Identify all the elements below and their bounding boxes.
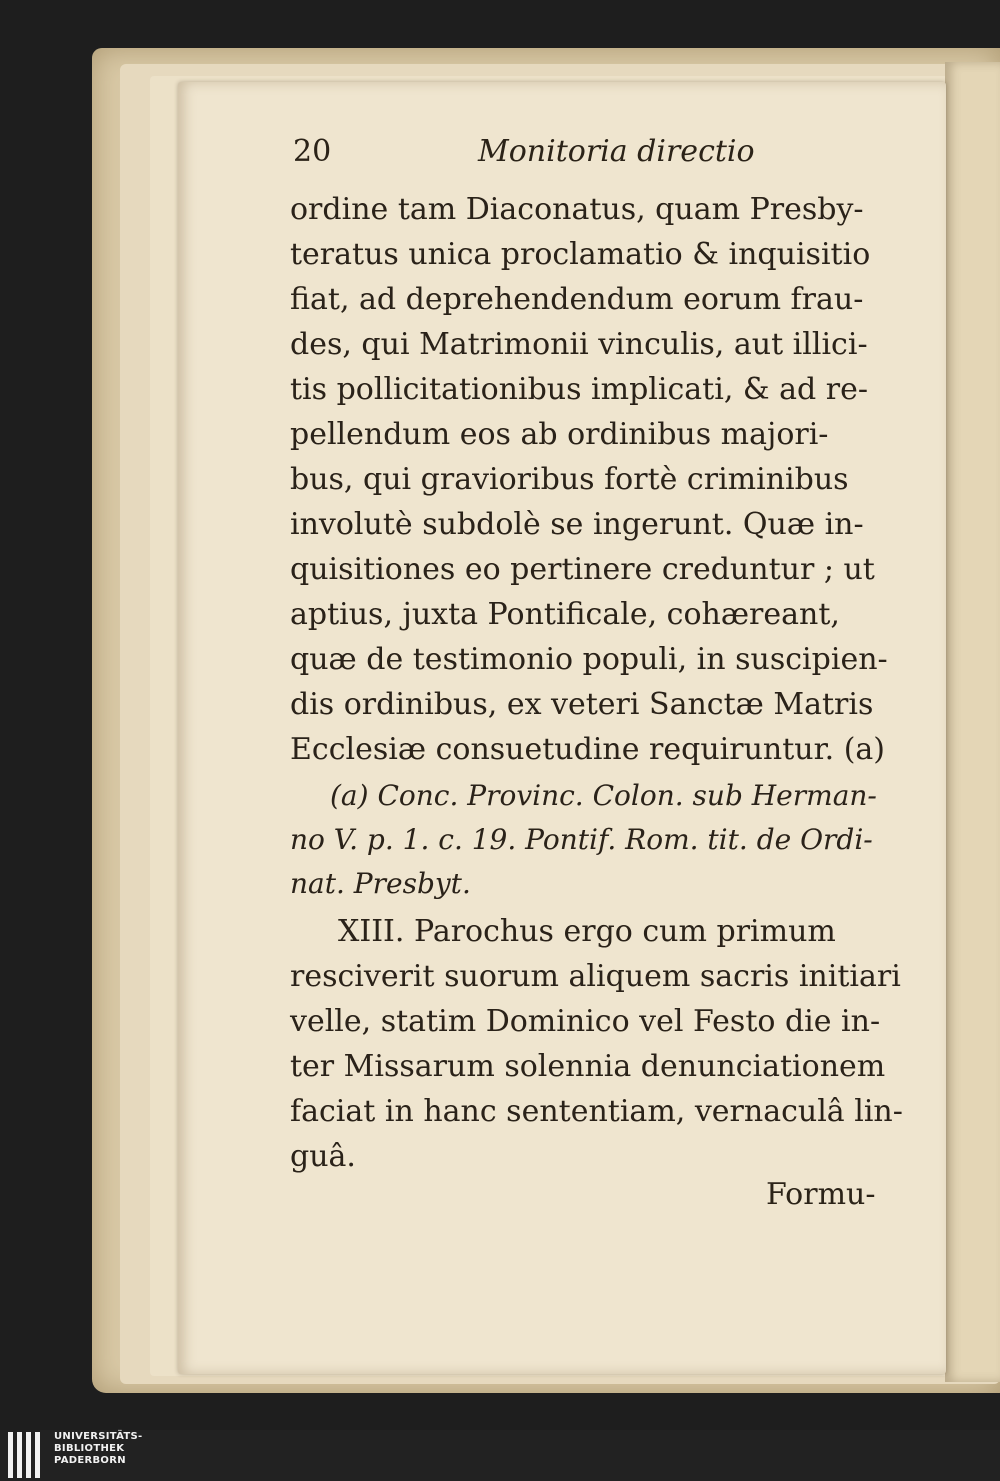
text-line: bus, qui gravioribus fortè criminibus — [290, 462, 849, 497]
logo-line: PADERBORN — [54, 1455, 126, 1466]
text-line: teratus unica proclamatio & inquisitio — [290, 237, 871, 272]
running-title: Monitoria directio — [478, 134, 755, 169]
footnote-line — [290, 864, 471, 904]
section-line: resciverit suorum aliquem sacris initiari — [290, 959, 901, 994]
catchword: Formu- — [766, 1177, 876, 1212]
text-line: quæ de testimonio populi, in suscipien- — [290, 642, 888, 677]
library-logo-text — [54, 1431, 143, 1467]
footnote-text: no V. p. 1. c. 19. Pontif. Rom. tit. de Ordi- — [290, 823, 873, 856]
page-number: 20 — [293, 134, 332, 169]
logo-line: UNIVERSITÄTS- — [54, 1431, 143, 1442]
library-footer-bar — [0, 1430, 1000, 1481]
text-line: aptius, juxta Pontificale, cohæreant, — [290, 597, 840, 632]
text-line: Ecclesiæ consuetudine requiruntur. (a) — [290, 732, 886, 767]
text-line: involutè subdolè se ingerunt. Quæ in- — [290, 507, 864, 542]
logo-line: BIBLIOTHEK — [54, 1443, 125, 1454]
footnote-text: nat. Presbyt. — [290, 867, 471, 900]
section-line: faciat in hanc sententiam, vernaculâ lin- — [290, 1094, 903, 1129]
footnote-text: (a) Conc. Provinc. Colon. sub Herman- — [330, 779, 877, 812]
text-line: des, qui Matrimonii vinculis, aut illici- — [290, 327, 868, 362]
text-line: tis pollicitationibus implicati, & ad re- — [290, 372, 868, 407]
text-line: dis ordinibus, ex veteri Sanctæ Matris — [290, 687, 874, 722]
footnote-line — [290, 820, 873, 860]
section-line: XIII. Parochus ergo cum primum — [338, 914, 836, 949]
text-line: quisitiones eo pertinere creduntur ; ut — [290, 552, 875, 587]
library-logo-icon — [8, 1432, 48, 1478]
text-line: pellendum eos ab ordinibus majori- — [290, 417, 829, 452]
page-header — [293, 132, 893, 172]
section-line: velle, statim Dominico vel Festo die in- — [290, 1004, 881, 1039]
facing-page-edge — [945, 62, 1000, 1382]
text-line: ordine tam Diaconatus, quam Presby- — [290, 192, 864, 227]
section-line: ter Missarum solennia denunciationem — [290, 1049, 886, 1084]
section-line: guâ. — [290, 1139, 356, 1174]
text-line: fiat, ad deprehendendum eorum frau- — [290, 282, 864, 317]
footnote-line — [330, 776, 877, 816]
